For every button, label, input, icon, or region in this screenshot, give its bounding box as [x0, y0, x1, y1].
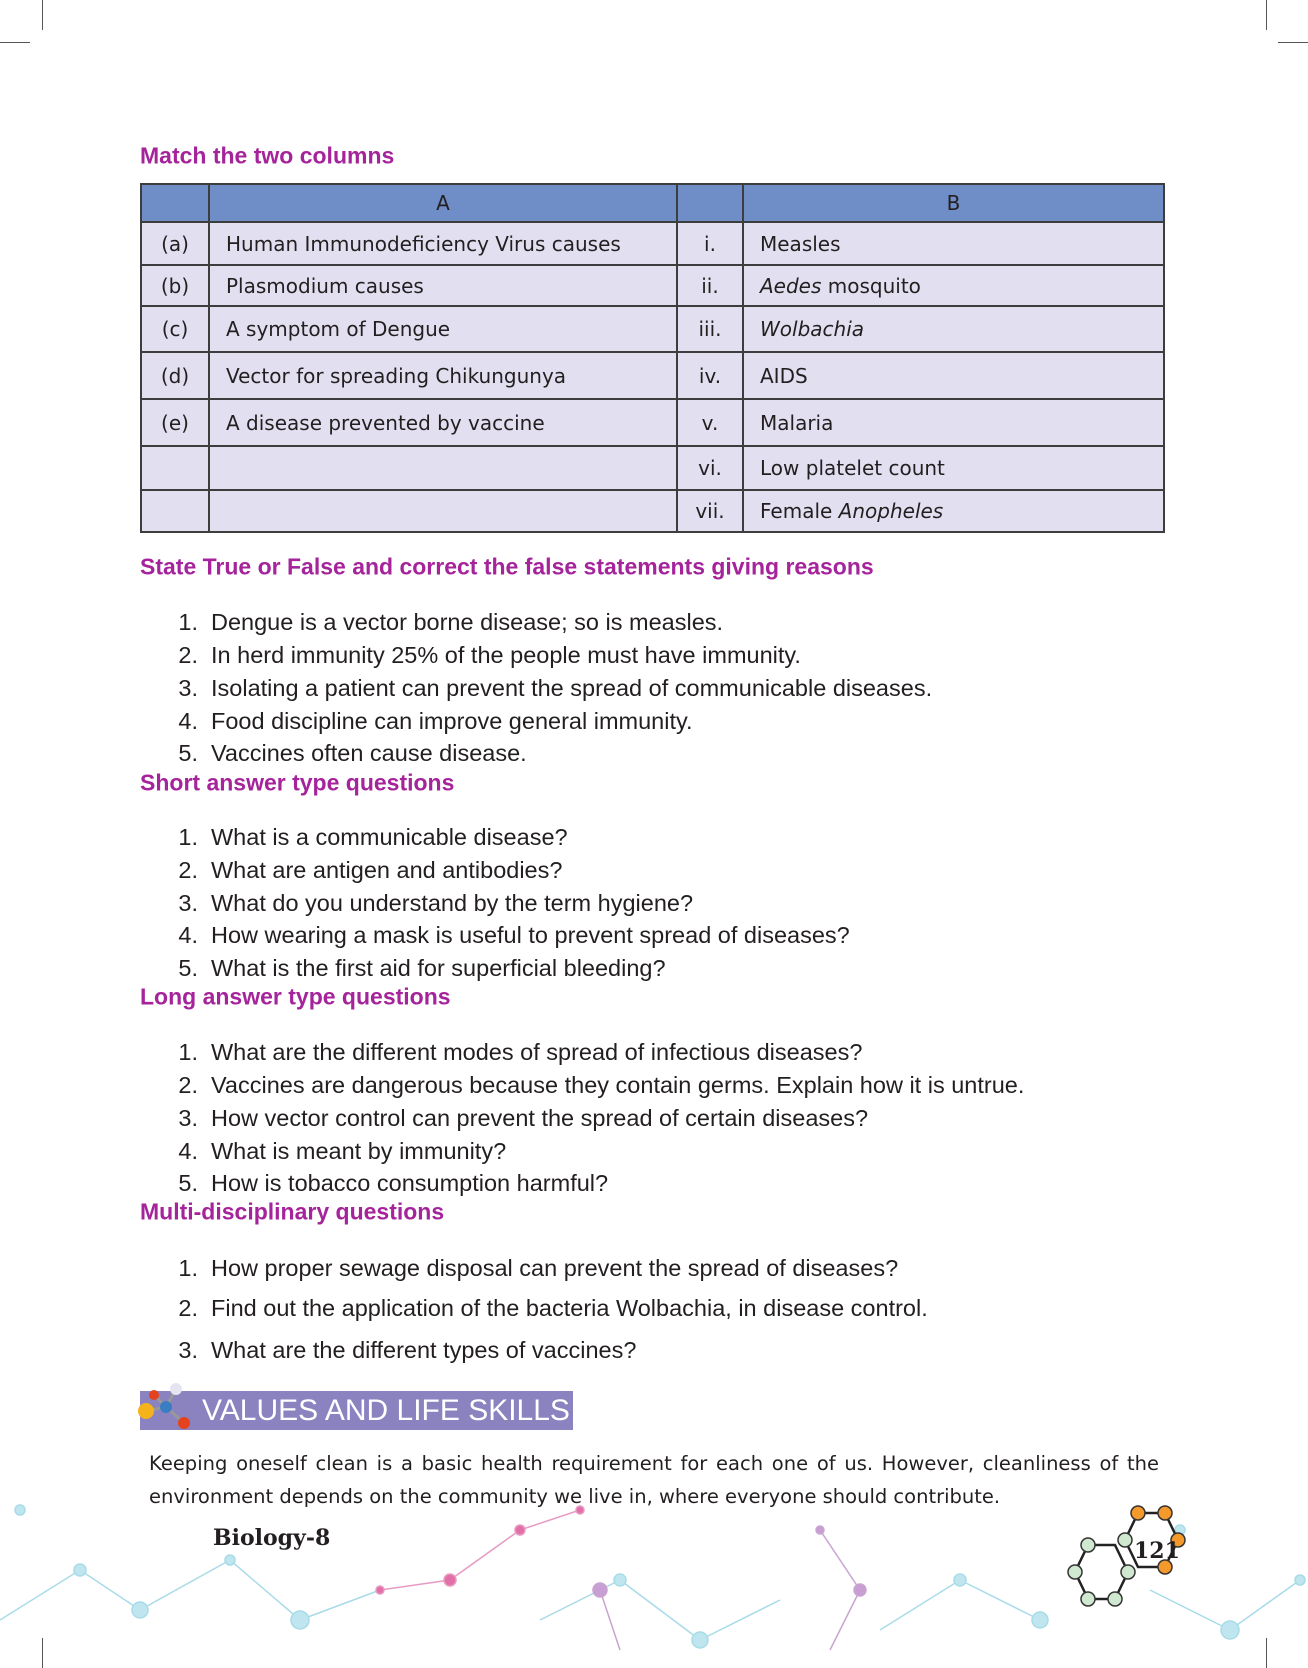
b-text: Malaria [760, 410, 834, 435]
item-number: 2. [178, 642, 198, 668]
column-b-text [743, 265, 1164, 306]
crop-mark [0, 42, 30, 43]
item-text: What are the different modes of spread of infectious diseases? [211, 1039, 863, 1065]
item-text: Vaccines are dangerous because they contain germs. Explain how it is untrue. [211, 1072, 1025, 1098]
row-numeral: iv. [677, 352, 743, 399]
b-text: Measles [760, 231, 841, 256]
multi-disciplinary-heading: Multi-disciplinary questions [140, 1198, 445, 1225]
crop-mark [1278, 42, 1308, 43]
row-label: (c) [141, 306, 209, 352]
row-label [141, 490, 209, 532]
row-label: (d) [141, 352, 209, 399]
long-answer-heading: Long answer type questions [140, 983, 451, 1010]
header-blank [677, 184, 743, 222]
item-number: 5. [178, 740, 198, 766]
molecule-icon [136, 1381, 196, 1437]
row-numeral: iii. [677, 306, 743, 352]
row-numeral: v. [677, 399, 743, 446]
column-a-text: A symptom of Dengue [209, 306, 677, 352]
column-b-text [743, 306, 1164, 352]
item-number: 4. [178, 922, 198, 948]
column-b-text [743, 446, 1164, 490]
table-row [141, 490, 1164, 532]
item-number: 2. [178, 1072, 198, 1098]
item-number: 1. [178, 1255, 198, 1281]
item-text: What are antigen and antibodies? [211, 857, 563, 883]
b-text: AIDS [760, 363, 808, 388]
crop-mark [1266, 0, 1267, 30]
item-text: In herd immunity 25% of the people must have immunity. [211, 642, 801, 668]
b-italic-text: Aedes [760, 273, 822, 298]
row-numeral: ii. [677, 265, 743, 306]
values-banner [140, 1391, 573, 1430]
item-number: 5. [178, 955, 198, 981]
item-text: Find out the application of the bacteria Wolbachia, in disease control. [211, 1295, 928, 1321]
column-a-text: Human Immunodeficiency Virus causes [209, 222, 677, 265]
column-b-text [743, 490, 1164, 532]
item-text: How vector control can prevent the spread of certain diseases? [211, 1105, 869, 1131]
column-a-text [209, 446, 677, 490]
item-number: 4. [178, 708, 198, 734]
item-text: What are the different types of vaccines? [211, 1337, 637, 1363]
short-answer-heading: Short answer type questions [140, 769, 455, 796]
item-text: How wearing a mask is useful to prevent spread of diseases? [211, 922, 850, 948]
item-number: 3. [178, 890, 198, 916]
item-number: 3. [178, 1337, 198, 1363]
row-label: (e) [141, 399, 209, 446]
item-text: How proper sewage disposal can prevent the spread of diseases? [211, 1255, 899, 1281]
true-false-heading: State True or False and correct the false statements giving reasons [140, 553, 874, 580]
match-table [140, 183, 1165, 533]
table-row [141, 265, 1164, 306]
column-a-text: Plasmodium causes [209, 265, 677, 306]
item-number: 1. [178, 609, 198, 635]
item-text: Food discipline can improve general immunity. [211, 708, 693, 734]
header-blank [141, 184, 209, 222]
b-italic-text: Wolbachia [760, 317, 865, 341]
table-row [141, 222, 1164, 265]
row-label: (b) [141, 265, 209, 306]
item-number: 3. [178, 1105, 198, 1131]
column-b-text [743, 222, 1164, 265]
item-text: What is meant by immunity? [211, 1138, 507, 1164]
column-a-header: A [209, 184, 677, 222]
book-title: Biology-8 [213, 1525, 331, 1551]
item-text: What is the first aid for superficial bleeding? [211, 955, 666, 981]
b-text: Low platelet count [760, 456, 945, 480]
item-text: How is tobacco consumption harmful? [211, 1170, 609, 1196]
b-italic-text: Anopheles [838, 499, 944, 523]
item-text: What do you understand by the term hygiene? [211, 890, 694, 916]
item-number: 5. [178, 1170, 198, 1196]
table-row [141, 352, 1164, 399]
b-rest-text: mosquito [821, 273, 921, 298]
row-numeral: i. [677, 222, 743, 265]
item-number: 2. [178, 857, 198, 883]
table-row [141, 399, 1164, 446]
table-row [141, 306, 1164, 352]
column-b-text [743, 399, 1164, 446]
item-text: Dengue is a vector borne disease; so is measles. [211, 609, 724, 635]
match-heading: Match the two columns [140, 142, 395, 169]
item-text: Vaccines often cause disease. [211, 740, 527, 766]
column-b-header: B [743, 184, 1164, 222]
item-number: 1. [178, 824, 198, 850]
row-label: (a) [141, 222, 209, 265]
row-numeral: vii. [677, 490, 743, 532]
item-number: 2. [178, 1295, 198, 1321]
b-text: Female [760, 499, 839, 523]
column-a-text: A disease prevented by vaccine [209, 399, 677, 446]
table-header-row [141, 184, 1164, 222]
row-numeral: vi. [677, 446, 743, 490]
column-b-text [743, 352, 1164, 399]
item-text: Isolating a patient can prevent the spread of communicable diseases. [211, 675, 933, 701]
item-text: What is a communicable disease? [211, 824, 568, 850]
item-number: 4. [178, 1138, 198, 1164]
column-a-text: Vector for spreading Chikungunya [209, 352, 677, 399]
page-number: 121 [1134, 1538, 1180, 1564]
item-number: 1. [178, 1039, 198, 1065]
item-number: 3. [178, 675, 198, 701]
values-title: VALUES AND LIFE SKILLS [202, 1393, 570, 1427]
table-row [141, 446, 1164, 490]
row-label [141, 446, 209, 490]
values-paragraph: Keeping oneself clean is a basic health requirement for each one of us. However, cleanliness of the environment depends on the community we live in, where everyone should contribute. [149, 1452, 1159, 1508]
column-a-text [209, 490, 677, 532]
crop-mark [42, 0, 43, 30]
